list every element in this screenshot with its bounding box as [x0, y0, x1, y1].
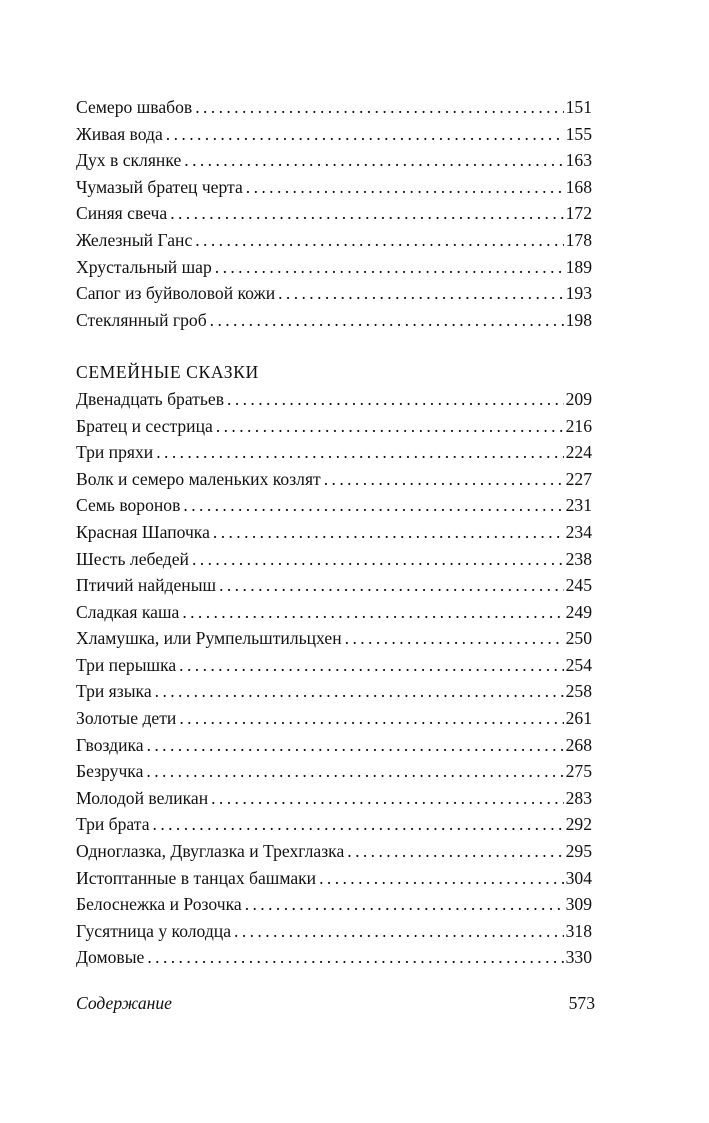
- toc-entry: [76, 413, 592, 440]
- toc-entry: [76, 439, 592, 466]
- dot-leader: [215, 254, 564, 281]
- toc-entry-title: Одноглазка, Двуглазка и Трехглазка: [76, 841, 345, 862]
- toc-entry: [76, 546, 592, 573]
- dot-leader: [179, 705, 563, 732]
- running-title: Содержание: [76, 993, 172, 1013]
- dot-leader: [324, 466, 564, 493]
- toc-entry-page: 168: [565, 176, 592, 197]
- toc-entry-title: Хламушка, или Румпельштильцхен: [76, 628, 342, 649]
- toc-entry: [76, 572, 592, 599]
- toc-entry-title: Гусятница у колодца: [76, 920, 232, 941]
- toc-entry-title: Сладкая каша: [76, 601, 180, 622]
- toc-entry: [76, 147, 592, 174]
- toc-entry-page: 275: [565, 761, 592, 782]
- dot-leader: [227, 386, 564, 413]
- toc-entry: [76, 466, 592, 493]
- toc-entry-page: 155: [565, 123, 592, 144]
- toc-entry-title: Три языка: [76, 681, 152, 702]
- toc-entry: [76, 732, 592, 759]
- toc-entry-page: 254: [565, 654, 592, 675]
- toc-entry-page: 250: [565, 628, 592, 649]
- toc-entry: [76, 386, 592, 413]
- toc-entry-title: Стеклянный гроб: [76, 309, 207, 330]
- toc-entry-title: Истоптанные в танцах башмаки: [76, 867, 317, 888]
- dot-leader: [195, 227, 563, 254]
- dot-leader: [166, 121, 564, 148]
- toc-entry-title: Семеро швабов: [76, 97, 193, 117]
- toc-entry: [76, 599, 592, 626]
- toc-entry-page: 238: [565, 548, 592, 569]
- toc-entry: [76, 944, 592, 971]
- toc-entry-page: 209: [565, 388, 592, 409]
- dot-leader: [245, 891, 564, 918]
- page-number: 573: [568, 993, 595, 1013]
- dot-leader: [219, 572, 564, 599]
- dot-leader: [195, 94, 563, 121]
- dot-leader: [213, 519, 564, 546]
- toc-entry: [76, 891, 592, 918]
- toc-entry-page: 224: [565, 442, 592, 463]
- dot-leader: [147, 944, 563, 971]
- toc-entry-page: 216: [565, 415, 592, 436]
- toc-entry: [76, 811, 592, 838]
- toc-entry-page: 227: [565, 468, 592, 489]
- toc-entry-title: Синяя свеча: [76, 203, 168, 224]
- toc-entry: [76, 200, 592, 227]
- toc-entry: [76, 280, 592, 307]
- toc-entry-page: 309: [565, 894, 592, 915]
- dot-leader: [210, 307, 564, 334]
- toc-entry-page: 268: [565, 734, 592, 755]
- toc-entry: [76, 758, 592, 785]
- toc-entry: [76, 678, 592, 705]
- toc-list-group1: [76, 94, 592, 333]
- toc-entry-title: Сапог из буйволовой кожи: [76, 283, 276, 304]
- toc-entry: [76, 918, 592, 945]
- page-footer: [76, 993, 595, 1014]
- toc-entry-page: 193: [565, 283, 592, 304]
- toc-entry-title: Молодой великан: [76, 787, 209, 808]
- dot-leader: [319, 865, 564, 892]
- toc-entry: [76, 174, 592, 201]
- toc-page: [76, 94, 592, 971]
- toc-entry-page: 261: [565, 708, 592, 729]
- toc-entry-page: 249: [565, 601, 592, 622]
- dot-leader: [246, 174, 564, 201]
- toc-entry-page: 304: [565, 867, 592, 888]
- toc-entry-title: Хрустальный шар: [76, 256, 212, 277]
- dot-leader: [184, 147, 563, 174]
- toc-entry-page: 231: [565, 495, 592, 516]
- dot-leader: [216, 413, 564, 440]
- toc-entry-title: Три пряхи: [76, 442, 154, 463]
- dot-leader: [155, 678, 564, 705]
- toc-entry: [76, 652, 592, 679]
- dot-leader: [234, 918, 564, 945]
- toc-entry-title: Железный Ганс: [76, 229, 193, 250]
- toc-entry-page: 234: [565, 521, 592, 542]
- toc-entry-page: 151: [565, 97, 592, 117]
- toc-entry: [76, 625, 592, 652]
- section-heading: СЕМЕЙНЫЕ СКАЗКИ: [76, 362, 259, 383]
- dot-leader: [147, 732, 564, 759]
- toc-entry-page: 283: [565, 787, 592, 808]
- toc-entry-title: Братец и сестрица: [76, 415, 213, 436]
- toc-entry: [76, 519, 592, 546]
- toc-entry-title: Гвоздика: [76, 734, 144, 755]
- toc-entry-page: 295: [565, 841, 592, 862]
- toc-entry-page: 172: [565, 203, 592, 224]
- dot-leader: [347, 838, 563, 865]
- toc-entry-title: Двенадцать братьев: [76, 388, 225, 409]
- dot-leader: [153, 811, 564, 838]
- toc-entry-page: 330: [565, 947, 592, 968]
- dot-leader: [345, 625, 564, 652]
- toc-entry-title: Дух в склянке: [76, 150, 182, 171]
- toc-entry-title: Волк и семеро маленьких козлят: [76, 468, 321, 489]
- toc-entry-page: 318: [565, 920, 592, 941]
- toc-entry-title: Живая вода: [76, 123, 163, 144]
- toc-entry-page: 178: [565, 229, 592, 250]
- toc-entry: [76, 254, 592, 281]
- dot-leader: [170, 200, 563, 227]
- toc-entry: [76, 121, 592, 148]
- dot-leader: [179, 652, 563, 679]
- toc-entry-title: Золотые дети: [76, 708, 177, 729]
- toc-entry: [76, 227, 592, 254]
- toc-entry-page: 292: [565, 814, 592, 835]
- toc-entry-title: Три перышка: [76, 654, 177, 675]
- toc-entry: [76, 94, 592, 121]
- toc-entry: [76, 838, 592, 865]
- toc-entry: [76, 865, 592, 892]
- toc-entry: [76, 307, 592, 334]
- toc-entry-title: Семь воронов: [76, 495, 181, 516]
- toc-entry-title: Шесть лебедей: [76, 548, 189, 569]
- toc-entry-title: Красная Шапочка: [76, 521, 210, 542]
- toc-entry: [76, 785, 592, 812]
- toc-entry-page: 258: [565, 681, 592, 702]
- toc-list-family-tales: [76, 386, 592, 971]
- dot-leader: [192, 546, 564, 573]
- dot-leader: [278, 280, 564, 307]
- dot-leader: [156, 439, 563, 466]
- toc-entry-page: 163: [565, 150, 592, 171]
- toc-entry-page: 245: [565, 575, 592, 596]
- dot-leader: [146, 758, 563, 785]
- toc-entry-title: Безручка: [76, 761, 144, 782]
- toc-entry-title: Птичий найденыш: [76, 575, 217, 596]
- toc-entry-page: 189: [565, 256, 592, 277]
- toc-entry-title: Домовые: [76, 947, 145, 968]
- toc-entry: [76, 705, 592, 732]
- dot-leader: [211, 785, 563, 812]
- dot-leader: [183, 492, 563, 519]
- dot-leader: [182, 599, 563, 626]
- toc-entry-page: 198: [565, 309, 592, 330]
- toc-entry-title: Три брата: [76, 814, 150, 835]
- toc-entry-title: Белоснежка и Розочка: [76, 894, 242, 915]
- toc-entry: [76, 492, 592, 519]
- toc-entry-title: Чумазый братец черта: [76, 176, 243, 197]
